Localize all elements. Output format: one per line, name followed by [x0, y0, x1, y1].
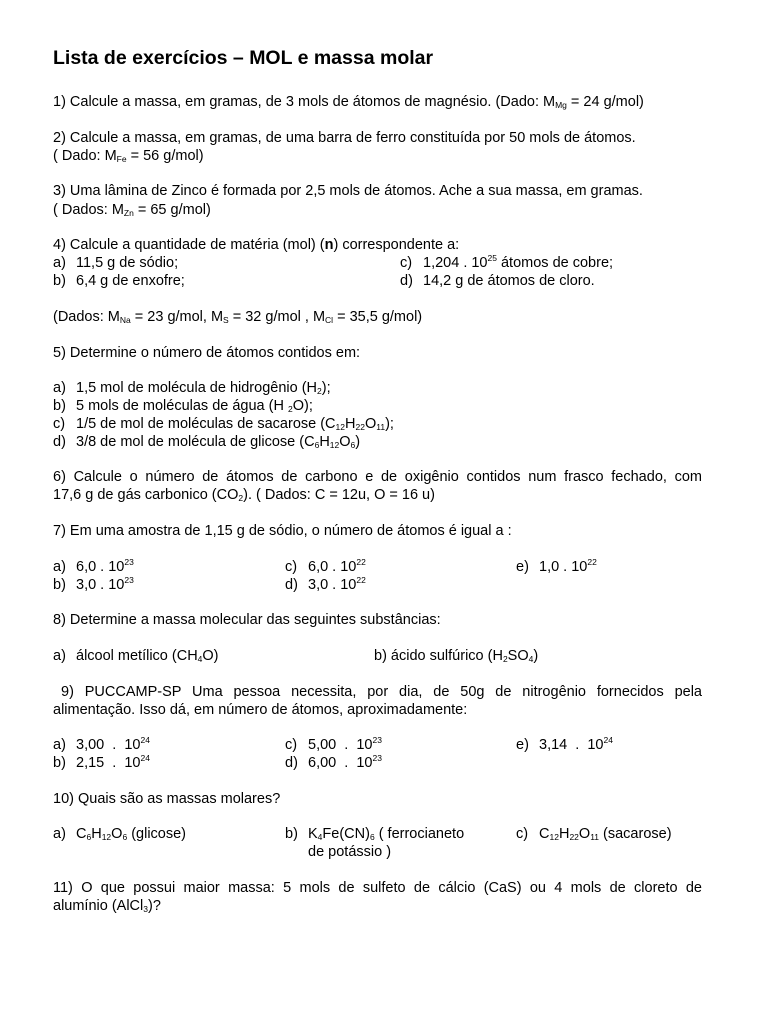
option-b: b) ácido sulfúrico $(H_2SO_4)$	[374, 648, 539, 664]
question-6-cont: 17,6 g de gás carbonico $(CO_2)$. ( Dados: C = 12u, O = 16 u)	[53, 487, 435, 503]
option-d: d) 6,00 . $10^{23}$	[285, 753, 382, 771]
option-a: a) 1,5 mol de molécula de hidrogênio $(H_2)$;	[53, 380, 331, 396]
option-a: a) 6,0 . $10^{23}$	[53, 557, 134, 575]
option-c: c) 6,0 . $10^{22}$	[285, 557, 366, 575]
option-b: b) 2,15 . $10^{24}$	[53, 753, 150, 771]
question-3-data: ( Dados: $M_{Zn} = 65$ g/mol)	[53, 202, 211, 218]
question-4-data: (Dados: $M_{Na} = 23$ g/mol, $M_S = 32$ g/mol , $M_{Cl} = 35,5$ g/mol)	[53, 309, 423, 325]
question-7: 7) Em uma amostra de 1,15 g de sódio, o número de átomos é igual a :	[53, 523, 512, 539]
question-9: 9) PUCCAMP-SP Uma pessoa necessita, por dia, de 50g de nitrogênio fornecidos pela	[61, 684, 702, 700]
question-2-data: ( Dado: $M_{Fe} = 56$ g/mol)	[53, 148, 204, 164]
question-1: 1) Calcule a massa, em gramas, de 3 mols de átomos de magnésio. (Dado: $M_{Mg} = 24$ g/mol)	[53, 94, 644, 110]
question-5: 5) Determine o número de átomos contidos em:	[53, 345, 361, 361]
option-c: c) 5,00 . $10^{23}$	[285, 735, 382, 753]
option-e: e) 1,0 . $10^{22}$	[516, 557, 597, 575]
option-e: e) 3,14 . $10^{24}$	[516, 735, 613, 753]
option-b: b) 6,4 g de enxofre;	[53, 273, 185, 289]
option-c: c) $C_{12}H_{22}O_{11}$ (sacarose)	[516, 826, 672, 842]
question-8: 8) Determine a massa molecular das seguintes substâncias:	[53, 612, 441, 628]
option-a: a) 3,00 . $10^{24}$	[53, 735, 150, 753]
option-c: c) 1/5 de mol de moléculas de sacarose $(C_{12}H_{22}O_{11})$;	[53, 416, 394, 432]
question-9-cont: alimentação. Isso dá, em número de átomos, aproximadamente:	[53, 702, 468, 718]
option-d: d) 3/8 de mol de molécula de glicose $(C_6H_{12}O_6)$	[53, 434, 361, 450]
option-c: c) 1,204 . $10^{25}$ átomos de cobre;	[400, 253, 614, 271]
question-4: 4) Calcule a quantidade de matéria (mol) (n) correspondente a:	[53, 237, 460, 253]
option-a: a) 11,5 g de sódio;	[53, 255, 179, 271]
option-b: b) 3,0 . $10^{23}$	[53, 575, 134, 593]
question-6: 6) Calcule o número de átomos de carbono e de oxigênio contidos num frasco fechado, com	[53, 469, 702, 485]
page-title: Lista de exercícios – MOL e massa molar	[53, 47, 434, 69]
option-d: d) 3,0 . $10^{22}$	[285, 575, 366, 593]
question-3: 3) Uma lâmina de Zinco é formada por 2,5 mols de átomos. Ache a sua massa, em gramas.	[53, 183, 643, 199]
option-b: b) 5 mols de moléculas de água (H $_2$O);	[53, 398, 313, 414]
option-d: d) 14,2 g de átomos de cloro.	[400, 273, 595, 289]
option-a: a) álcool metílico $(CH_4O)$	[53, 648, 219, 664]
question-10: 10) Quais são as massas molares?	[53, 791, 281, 807]
question-11: 11) O que possui maior massa: 5 mols de sulfeto de cálcio (CaS) ou 4 mols de cloreto de	[53, 880, 702, 896]
question-2: 2) Calcule a massa, em gramas, de uma barra de ferro constituída por 50 mols de átomos.	[53, 130, 636, 146]
option-a: a) $C_6H_{12}O_6$ (glicose)	[53, 826, 187, 842]
option-b: b) $K_4Fe(CN)_6$ ( ferrocianeto de potássio )	[285, 826, 465, 860]
question-11-cont: alumínio (AlCl$_3$)?	[53, 898, 161, 914]
